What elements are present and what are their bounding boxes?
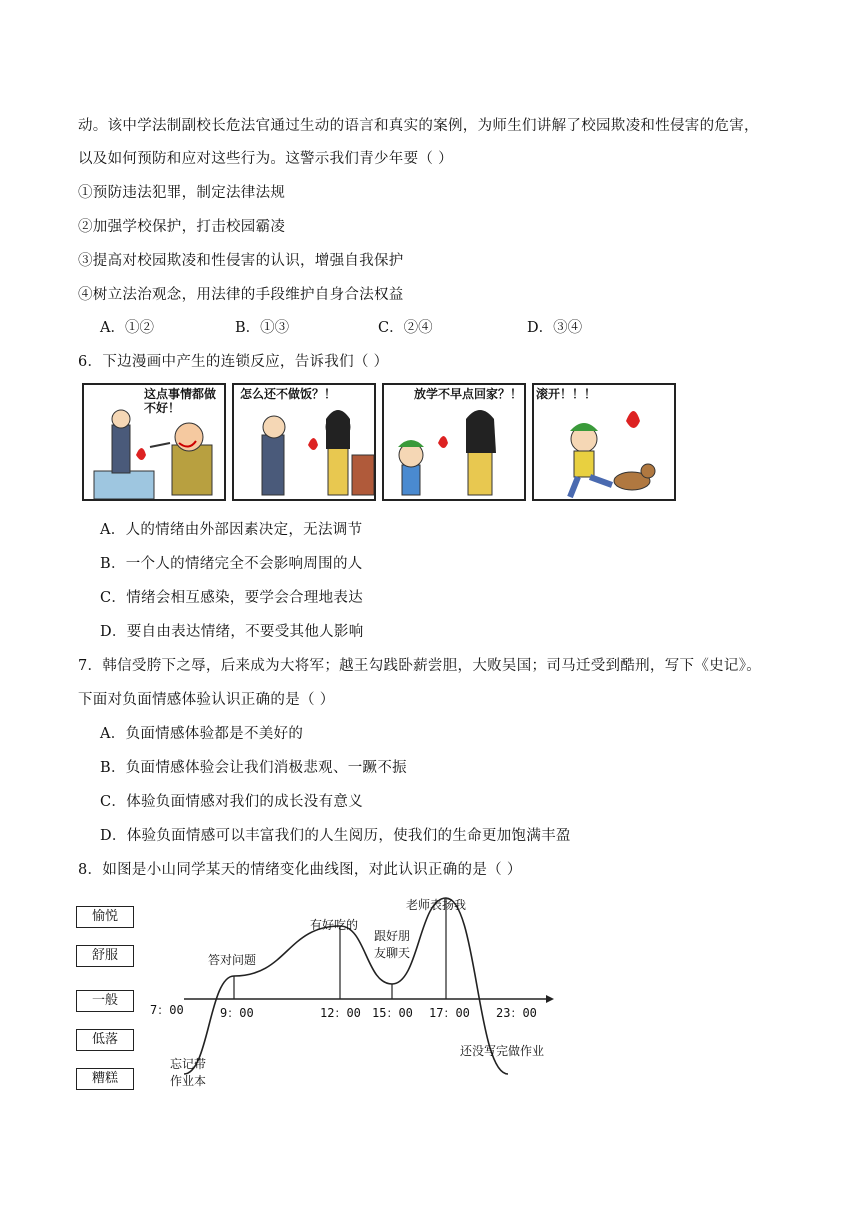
comic-bubble-3: 放学不早点回家？！ [414, 387, 523, 401]
comic-bubble-1: 这点事情都做不好！ [144, 387, 217, 415]
husband-wife-illustration [234, 385, 376, 501]
q5-options [100, 316, 700, 336]
event-label-tasty-food: 有好吃的 [310, 918, 359, 932]
q5-stem-line2: 以及如何预防和应对这些行为。这警示我们青少年要（ ） [78, 151, 453, 167]
comic-panel-1 [82, 383, 226, 501]
child-kicking-dog-illustration [534, 385, 676, 501]
q5-option-d[interactable]: D．③④ [527, 320, 583, 336]
level-box-comfortable: 舒服 [76, 945, 134, 967]
comic-panel-4 [532, 383, 676, 501]
tick-label-7: 7：00 [150, 1003, 184, 1017]
q5-option-c[interactable]: C．②④ [378, 320, 433, 336]
emotion-curve-chart [76, 896, 576, 1096]
mother-child-illustration [384, 385, 526, 501]
event-label-forgot-homework: 忘记带 作业本 [170, 1057, 207, 1088]
tick-label-15: 15：00 [372, 1006, 413, 1020]
q6-option-c[interactable]: C．情绪会相互感染，要学会合理地表达 [100, 590, 363, 606]
event-label-answered-question: 答对问题 [208, 953, 257, 967]
q7-option-b[interactable]: B．负面情感体验会让我们消极悲观、一蹶不振 [100, 760, 407, 776]
q5-statement-3: ③提高对校园欺凌和性侵害的认识，增强自我保护 [78, 253, 404, 269]
event-label-chat-with-friend: 跟好朋 友聊天 [374, 929, 411, 960]
level-box-low: 低落 [76, 1029, 134, 1051]
tick-label-23: 23：00 [496, 1006, 537, 1020]
q7-option-d[interactable]: D．体验负面情感可以丰富我们的人生阅历，使我们的生命更加饱满丰盈 [100, 828, 571, 844]
level-box-normal: 一般 [76, 990, 134, 1012]
q5-option-a[interactable]: A．①② [100, 320, 154, 336]
q5-statement-4: ④树立法治观念，用法律的手段维护自身合法权益 [78, 287, 404, 303]
tick-label-9: 9：00 [220, 1006, 254, 1020]
comic-panel-3 [382, 383, 526, 501]
q6-option-d[interactable]: D．要自由表达情绪，不要受其他人影响 [100, 624, 364, 640]
level-box-joyful: 愉悦 [76, 906, 134, 928]
q5-statement-1: ①预防违法犯罪，制定法律法规 [78, 185, 286, 201]
q5-option-b[interactable]: B．①③ [235, 320, 290, 336]
level-box-terrible: 糟糕 [76, 1068, 134, 1090]
comic-bubble-2: 怎么还不做饭？！ [240, 387, 337, 401]
q7-stem-line1: 7．韩信受胯下之辱，后来成为大将军；越王勾践卧薪尝胆，大败吴国；司马迁受到酷刑，写下《史记》。 [78, 658, 762, 674]
time-axis-arrowhead [546, 995, 554, 1003]
q7-option-c[interactable]: C．体验负面情感对我们的成长没有意义 [100, 794, 363, 810]
tick-label-12: 12：00 [320, 1006, 361, 1020]
event-label-teacher-praise: 老师表扬我 [406, 898, 467, 912]
q8-stem: 8．如图是小山同学某天的情绪变化曲线图，对此认识正确的是（ ） [78, 862, 522, 878]
q7-stem-line2: 下面对负面情感体验认识正确的是（ ） [78, 692, 335, 708]
comic-panel-2 [232, 383, 376, 501]
q5-statement-2: ②加强学校保护，打击校园霸凌 [78, 219, 286, 235]
comic-bubble-4: 滚开！！！ [536, 387, 597, 401]
q5-stem-line1: 动。该中学法制副校长危法官通过生动的语言和真实的案例，为师生们讲解了校园欺凌和性侵害的危害， [78, 118, 759, 134]
q6-option-b[interactable]: B．一个人的情绪完全不会影响周围的人 [100, 556, 363, 572]
event-label-homework-unfinished: 还没写完做作业 [460, 1044, 545, 1058]
comic-strip [82, 383, 678, 501]
q6-option-a[interactable]: A．人的情绪由外部因素决定，无法调节 [100, 522, 363, 538]
q7-option-a[interactable]: A．负面情感体验都是不美好的 [100, 726, 304, 742]
q6-stem: 6．下边漫画中产生的连锁反应，告诉我们（ ） [78, 354, 389, 370]
tick-label-17: 17：00 [429, 1006, 470, 1020]
